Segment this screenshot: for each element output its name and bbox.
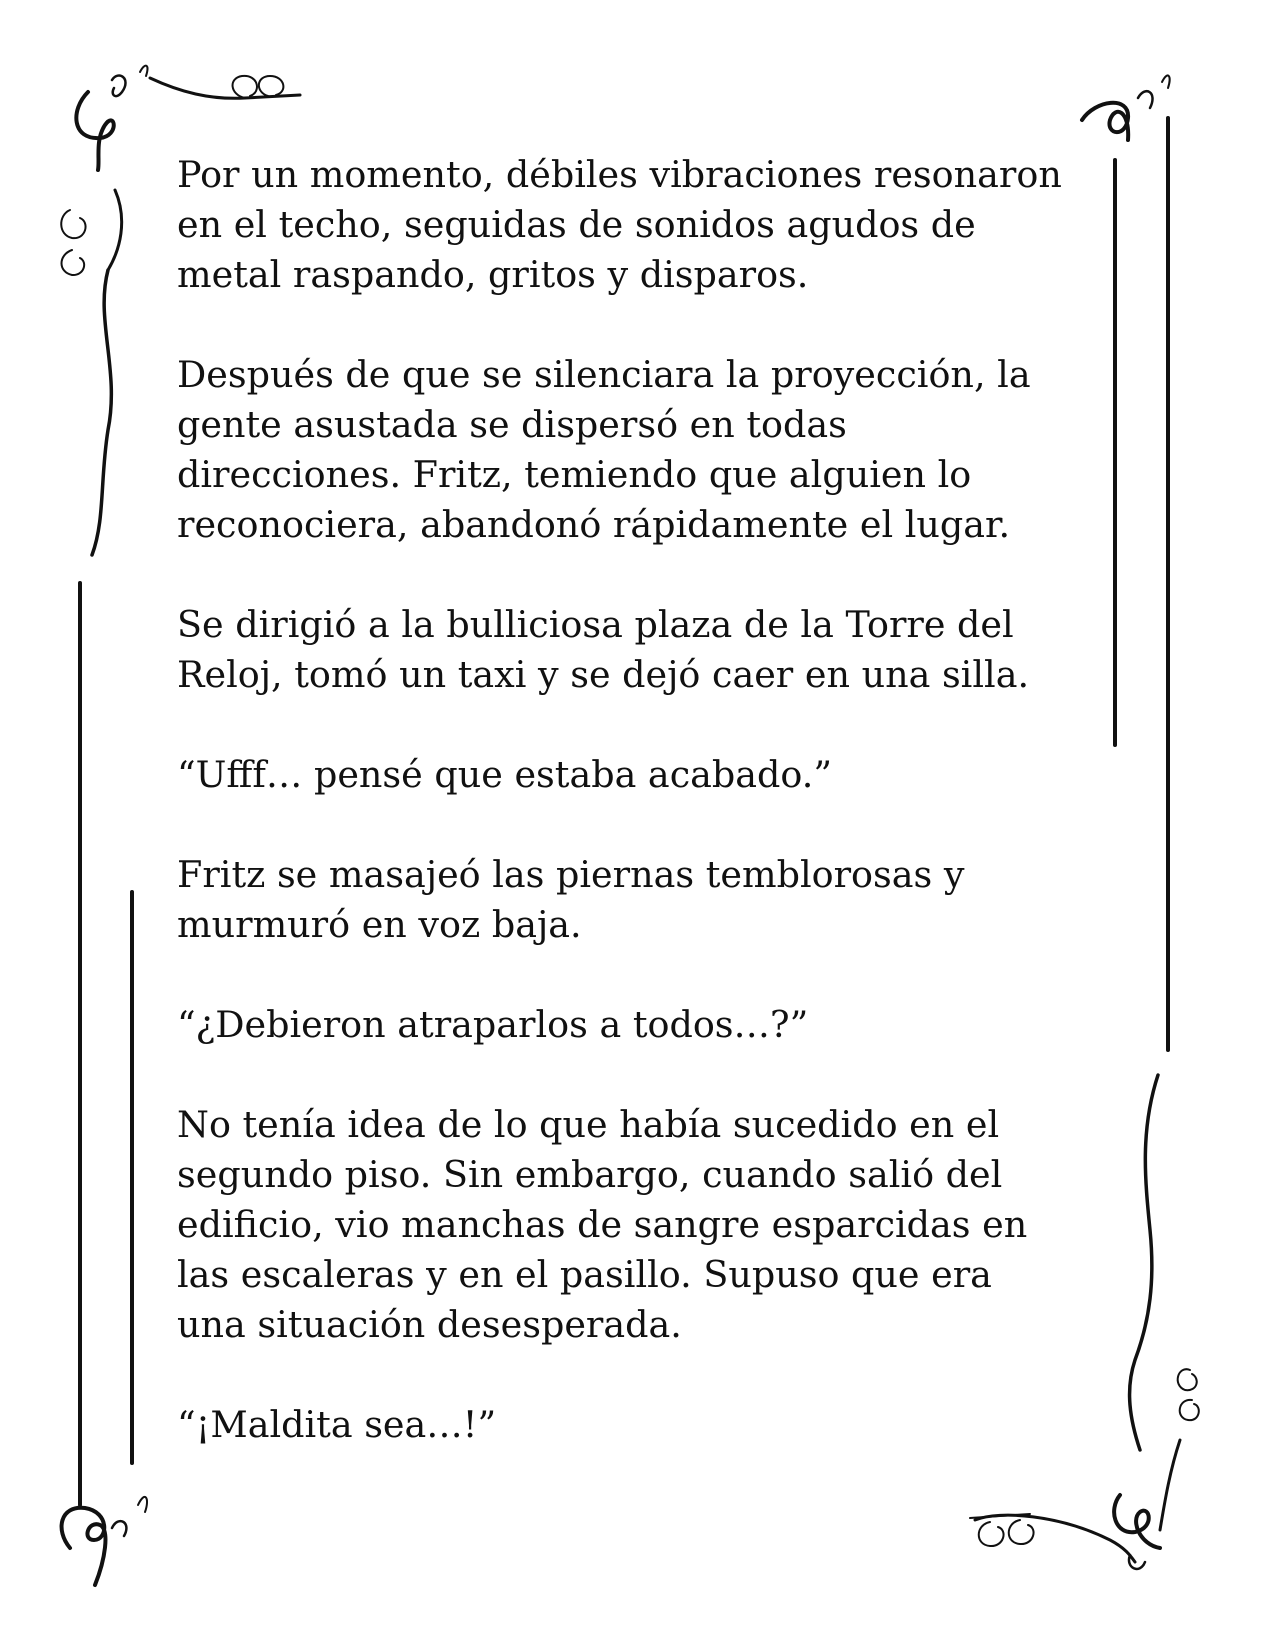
top-right-flourish	[1082, 75, 1170, 140]
dialogue-line: “¡Maldita sea…!”	[177, 1403, 497, 1446]
paragraph: Después de que se silenciara la proyección, la gente asustada se dispersó en todas direcciones. Fritz, temiendo que alguien lo reconociera, abandonó rápidamente el lugar.	[177, 353, 1031, 546]
paragraph: Fritz se masajeó las piernas temblorosas y murmuró en voz baja.	[177, 853, 965, 946]
paragraph: Por un momento, débiles vibraciones resonaron en el techo, seguidas de sonidos agudos de metal raspando, gritos y disparos.	[177, 153, 1062, 296]
bottom-left-flourish	[62, 1497, 147, 1585]
dialogue-line: “Ufff… pensé que estaba acabado.”	[177, 753, 832, 796]
paragraph: Se dirigió a la bulliciosa plaza de la Torre del Reloj, tomó un taxi y se dejó caer en una silla.	[177, 603, 1030, 696]
page-text	[177, 150, 1107, 1500]
right-vine	[1130, 1075, 1158, 1450]
left-vine	[92, 270, 111, 555]
dialogue-line: “¿Debieron atraparlos a todos…?”	[177, 1003, 809, 1046]
paragraph: No tenía idea de lo que había sucedido en el segundo piso. Sin embargo, cuando salió del edificio, vio manchas de sangre esparcidas en las escaleras y en el pasillo. Supuso que era una situación desesperada.	[177, 1103, 1028, 1346]
